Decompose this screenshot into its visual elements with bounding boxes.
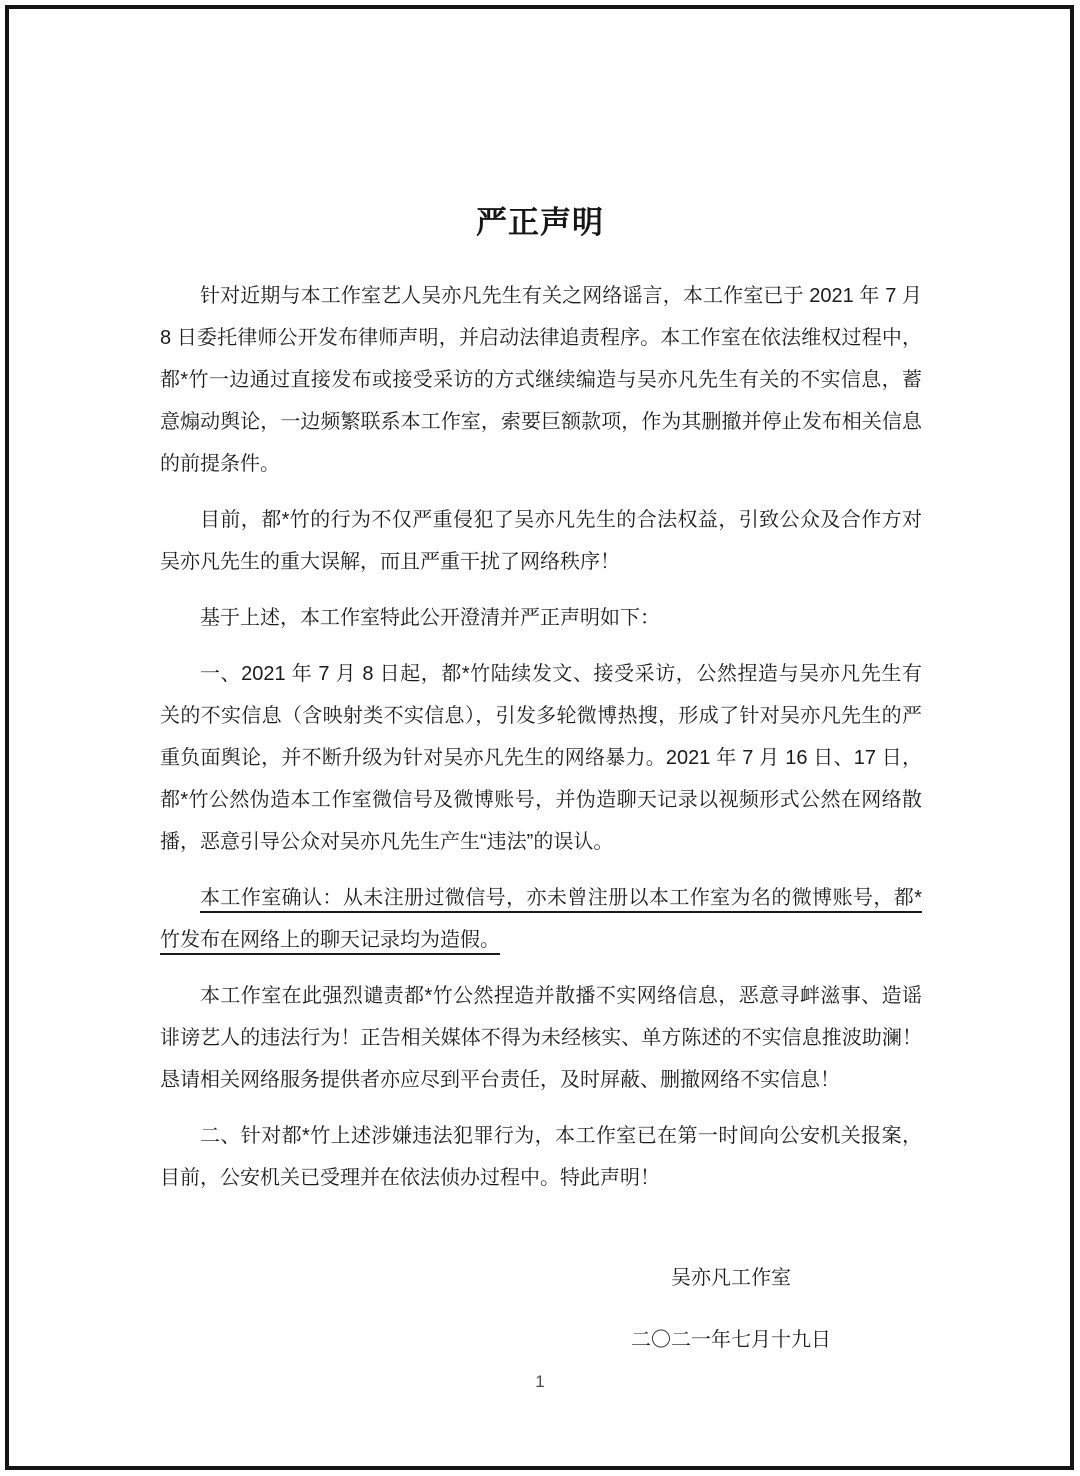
paragraph-5-underlined: [160, 877, 922, 961]
signature-name: 吴亦凡工作室: [671, 1267, 791, 1289]
underlined-confirmation-text: 本工作室确认：从未注册过微信号，亦未曾注册以本工作室为名的微博账号，都*竹发布在网络上的聊天记录均为造假。: [160, 887, 922, 951]
signature-block: [540, 1265, 922, 1353]
signature-date: 二〇二一年七月十九日: [631, 1329, 831, 1351]
document-body: [160, 275, 922, 1353]
paragraph-2: 目前，都*竹的行为不仅严重侵犯了吴亦凡先生的合法权益，引致公众及合作方对吴亦凡先生的重大误解，而且严重干扰了网络秩序！: [160, 509, 922, 573]
paragraph-7: 二、针对都*竹上述涉嫌违法犯罪行为，本工作室已在第一时间向公安机关报案，目前，公安机关已受理并在依法侦办过程中。特此声明！: [160, 1125, 922, 1189]
paragraph-1: 针对近期与本工作室艺人吴亦凡先生有关之网络谣言，本工作室已于 2021 年 7 月 8 日委托律师公开发布律师声明，并启动法律追责程序。本工作室在依法维权过程中，都*竹一边通过直接发布或接受采访的方式继续编造与吴亦凡先生有关的不实信息，蓄意煽动舆论，一边频繁联系本工作室，索要巨额款项，作为其删撤并停止发布相关信息的前提条件。: [160, 285, 922, 475]
paragraph-4: 一、2021 年 7 月 8 日起，都*竹陆续发文、接受采访，公然捏造与吴亦凡先生有关的不实信息（含映射类不实信息），引发多轮微博热搜，形成了针对吴亦凡先生的严重负面舆论，并不断升级为针对吴亦凡先生的网络暴力。2021 年 7 月 16 日、17 日，都*竹公然伪造本工作室微信号及微博账号，并伪造聊天记录以视频形式公然在网络散播，恶意引导公众对吴亦凡先生产生“违法”的误认。: [160, 663, 922, 853]
paragraph-6: 本工作室在此强烈谴责都*竹公然捏造并散播不实网络信息，恶意寻衅滋事、造谣诽谤艺人的违法行为！正告相关媒体不得为未经核实、单方陈述的不实信息推波助澜！恳请相关网络服务提供者亦应尽到平台责任，及时屏蔽、删撤网络不实信息！: [160, 985, 922, 1091]
paragraph-3: 基于上述，本工作室特此公开澄清并严正声明如下：: [200, 607, 660, 629]
document-title: 严正声明: [476, 204, 604, 240]
page-number: 1: [535, 1372, 545, 1391]
